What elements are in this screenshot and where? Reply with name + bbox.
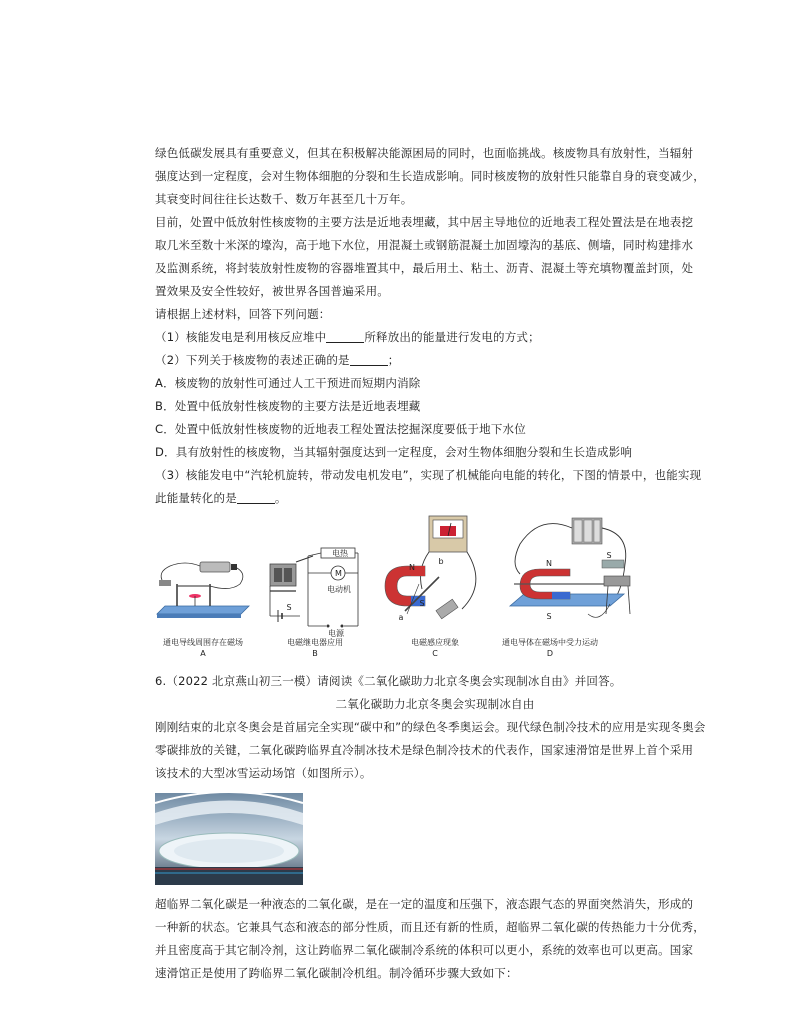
point-a-label: a bbox=[398, 613, 404, 622]
paragraph-line: 绿色低碳发展具有重要意义，但其在积极解决能源困局的同时，也面临挑战。核废物具有放射性，当辐射 bbox=[155, 146, 694, 160]
question-3-line2 bbox=[155, 487, 715, 510]
paragraph-line: 强度达到一定程度，会对生物体细胞的分裂和生长造成影响。同时核废物的放射性只能靠自身的衰变减少， bbox=[155, 169, 705, 183]
option-a: A．核废物的放射性可通过人工干预进而短期内消除 bbox=[155, 376, 421, 390]
question-1 bbox=[155, 326, 715, 349]
paragraph-line: 超临界二氧化碳是一种液态的二氧化碳，是在一定的温度和压强下，液态跟气态的界面突然消失，形成的 bbox=[155, 897, 694, 911]
paragraph-line: 其衰变时间往往长达数千、数万年甚至几十万年。 bbox=[155, 192, 413, 206]
question-2 bbox=[155, 349, 715, 372]
question-3-line1: （3）核能发电中“汽轮机旋转，带动发电机发电”，实现了机械能向电能的转化，下图的情景中，也能实现 bbox=[155, 468, 702, 482]
paragraph-line: 置效果及安全性较好，被世界各国普遍采用。 bbox=[155, 284, 389, 298]
paragraph-line: 速滑馆正是使用了跨临界二氧化碳制冷机组。制冷循环步骤大致如下： bbox=[155, 966, 518, 980]
option-d: D．具有放射性的核废物，当其辐射强度达到一定程度，会对生物体细胞分裂和生长造成影响 bbox=[155, 445, 633, 459]
paragraph-line: 并且密度高于其它制冷剂，这让跨临界二氧化碳制冷系统的体积可以更小，系统的效率也可以更高。国家 bbox=[155, 943, 694, 957]
paragraph-line: 刚刚结束的北京冬奥会是首届完全实现“碳中和”的绿色冬季奥运会。现代绿色制冷技术的应用是实现冬奥会 bbox=[155, 720, 706, 734]
figure-c-caption: 电磁感应现象 C bbox=[411, 638, 459, 658]
paragraph-line: 目前，处置中低放射性核废物的主要方法是近地表埋藏，其中居主导地位的近地表工程处置法是在地表挖 bbox=[155, 215, 694, 229]
paragraph-line: 该技术的大型冰雪运动场馆（如图所示）。 bbox=[155, 766, 372, 780]
stadium-photo-illustration bbox=[155, 793, 303, 885]
power-source-label: 电源 bbox=[328, 629, 344, 638]
question-1-text: （1）核能发电是利用核反应堆中 bbox=[155, 330, 327, 344]
question-2-text: （2）下列关于核废物的表述正确的是 bbox=[155, 353, 350, 367]
paragraph-line: 请根据上述材料，回答下列问题： bbox=[155, 307, 331, 321]
north-pole-label: N bbox=[409, 563, 415, 572]
figure-c-drawing bbox=[377, 514, 492, 634]
motor-label: M bbox=[335, 569, 342, 578]
figure-d-caption: 通电导体在磁场中受力运动 D bbox=[502, 638, 598, 658]
figure-a-drawing bbox=[155, 552, 250, 632]
paragraph-line: 取几米至数十米深的壕沟，高于地下水位，用混凝土或钢筋混凝土加固壕沟的基底、侧墙，同时构建排水 bbox=[155, 238, 694, 252]
figure-d-drawing bbox=[500, 514, 635, 636]
speed-skating-oval-photo bbox=[155, 793, 303, 885]
option-b: B．处置中低放射性核废物的主要方法是近地表埋藏 bbox=[155, 399, 421, 413]
figure-d bbox=[500, 514, 635, 636]
question-2-tail: ； bbox=[387, 353, 400, 367]
answer-blank[interactable] bbox=[350, 353, 388, 366]
article-title: 二氧化碳助力北京冬奥会实现制冰自由 bbox=[335, 697, 535, 711]
answer-blank[interactable] bbox=[326, 330, 364, 343]
document-content bbox=[155, 142, 715, 985]
switch-label: S bbox=[606, 551, 612, 560]
motor-name-label: 电动机 bbox=[327, 585, 351, 594]
figure-a-caption: 通电导线周围存在磁场 A bbox=[163, 638, 243, 658]
north-pole-label: N bbox=[546, 559, 552, 568]
question-3-text: 此能量转化的是 bbox=[155, 491, 237, 505]
figure-b-caption: 电磁继电器应用 B bbox=[287, 638, 343, 658]
answer-blank[interactable] bbox=[237, 491, 275, 504]
paragraph-line: 及监测系统，将封装放射性废物的容器堆置其中，最后用土、粘土、沥青、混凝土等充填物覆盖封顶，处 bbox=[155, 261, 694, 275]
figure-a bbox=[155, 552, 250, 632]
question-1-tail: 所释放出的能量进行发电的方式； bbox=[364, 330, 540, 344]
option-c: C．处置中低放射性核废物的近地表工程处置法挖掘深度要低于地下水位 bbox=[155, 422, 526, 436]
figure-b bbox=[268, 546, 360, 638]
switch-label: S bbox=[286, 603, 292, 612]
question-6-intro: 6.（2022 北京燕山初三一模）请阅读《二氧化碳助力北京冬奥会实现制冰自由》并回答。 bbox=[155, 674, 622, 688]
south-pole-label: S bbox=[419, 599, 425, 608]
heater-label: 电热 bbox=[332, 549, 348, 558]
paragraph-line: 一种新的状态。它兼具气态和液态的部分性质，而且还有新的性质，超临界二氧化碳的传热能力十分优秀， bbox=[155, 920, 705, 934]
question-3-tail: 。 bbox=[274, 491, 287, 505]
point-b-label: b bbox=[438, 557, 444, 566]
figure-row bbox=[155, 514, 715, 664]
figure-c bbox=[377, 514, 492, 634]
south-pole-label: S bbox=[546, 612, 552, 621]
paragraph-line: 零碳排放的关键，二氧化碳跨临界直冷制冰技术是绿色制冷技术的代表作，国家速滑馆是世界上首个采用 bbox=[155, 743, 694, 757]
